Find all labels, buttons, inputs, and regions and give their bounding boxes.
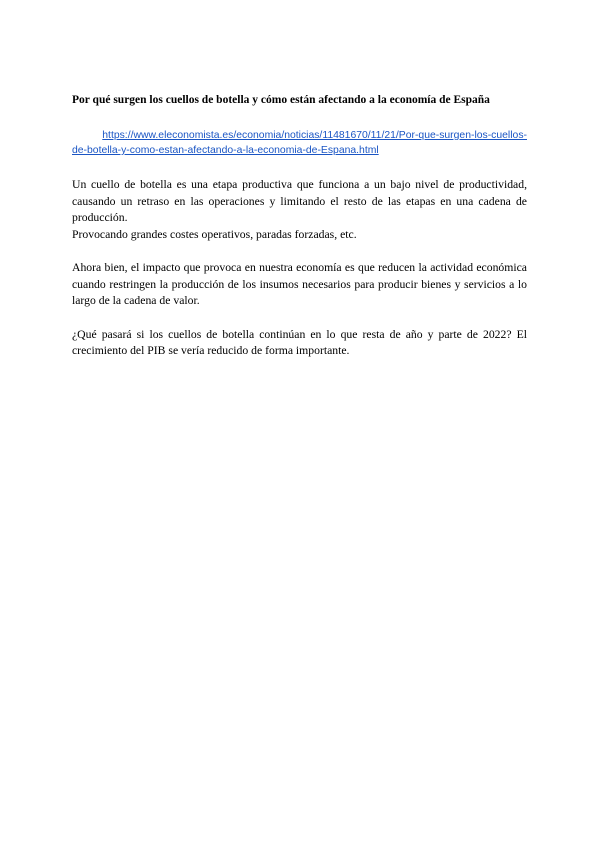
source-link-line2[interactable]: de-botella-y-como-estan-afectando-a-la-economia-de-Espana.html — [72, 145, 379, 156]
source-link[interactable] — [72, 128, 527, 158]
document-title: Por qué surgen los cuellos de botella y cómo están afectando a la economía de España — [72, 94, 490, 106]
paragraph-impact: Ahora bien, el impacto que provoca en nuestra economía es que reducen la actividad económica cuando restringen la producción de los insumos necesarios para producir bienes y servicios a lo largo de la cadena de valor. — [72, 261, 527, 307]
source-link-line1[interactable]: https://www.eleconomista.es/economia/noticias/11481670/11/21/Por-que-surgen-los-cuellos- — [102, 130, 527, 141]
paragraph-definition: Un cuello de botella es una etapa productiva que funciona a un bajo nivel de productividad, causando un retraso en las operaciones y limitando el resto de las etapas en una cadena de producción. — [72, 178, 527, 224]
paragraph-consequences: Provocando grandes costes operativos, paradas forzadas, etc. — [72, 227, 357, 241]
document-body — [72, 92, 527, 360]
paragraph-question: ¿Qué pasará si los cuellos de botella continúan en lo que resta de año y parte de 2022? El crecimiento del PIB se vería reducido de forma importante. — [72, 327, 527, 357]
